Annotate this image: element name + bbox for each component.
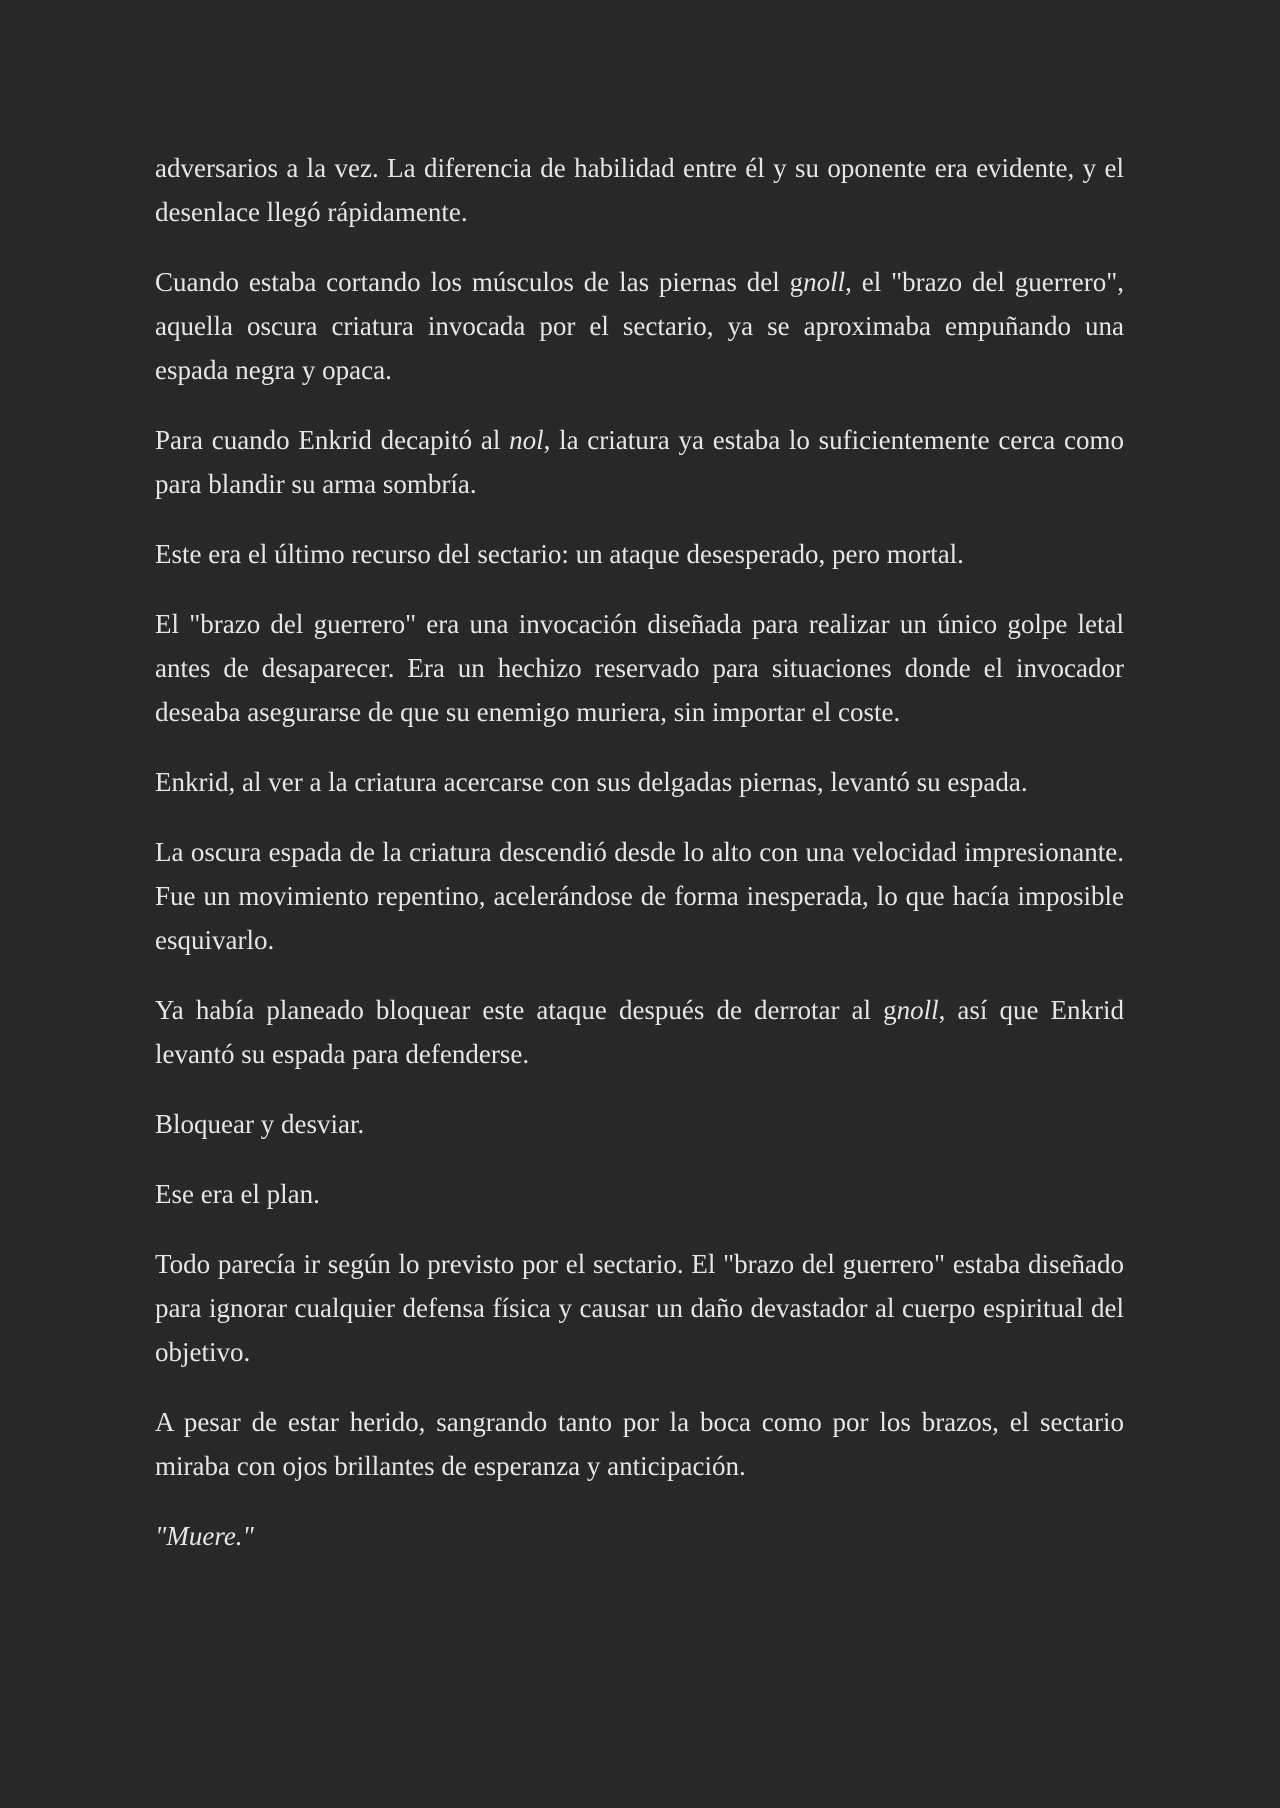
paragraph (155, 1400, 1124, 1488)
paragraph (155, 532, 1124, 576)
text-run: , así que Enkrid levantó su espada para defenderse. (155, 995, 1124, 1069)
text-run: Para cuando Enkrid decapitó al (155, 425, 510, 455)
text-run: Bloquear y desviar. (155, 1109, 365, 1139)
paragraph (155, 830, 1124, 962)
paragraph (155, 146, 1124, 234)
text-run: Este era el último recurso del sectario: un ataque desesperado, pero mortal. (155, 539, 964, 569)
text-run: Cuando estaba cortando los músculos de las piernas del g (155, 267, 804, 297)
italic-text-run: "Muere." (155, 1521, 254, 1551)
text-run: A pesar de estar herido, sangrando tanto por la boca como por los brazos, el sectario miraba con ojos brillantes de esperanza y anticipación. (155, 1407, 1124, 1481)
italic-text-run: noll (896, 995, 939, 1025)
paragraph (155, 260, 1124, 392)
text-run: La oscura espada de la criatura descendió desde lo alto con una velocidad impresionante. Fue un movimiento repentino, acelerándose de forma inesperada, lo que hacía imposible esquivarlo. (155, 837, 1124, 955)
text-run: Ese era el plan. (155, 1179, 320, 1209)
paragraph (155, 988, 1124, 1076)
chapter-text (155, 146, 1124, 1584)
text-run: , la criatura ya estaba lo suficientemente cerca como para blandir su arma sombría. (155, 425, 1124, 499)
text-run: adversarios a la vez. La diferencia de habilidad entre él y su oponente era evidente, y el desenlace llegó rápidamente. (155, 153, 1124, 227)
text-run: Todo parecía ir según lo previsto por el sectario. El "brazo del guerrero" estaba diseñado para ignorar cualquier defensa física y causar un daño devastador al cuerpo espiritual del objetivo. (155, 1249, 1124, 1367)
paragraph (155, 1514, 1124, 1558)
italic-text-run: nol (509, 425, 544, 455)
paragraph (155, 1172, 1124, 1216)
paragraph (155, 760, 1124, 804)
text-run: , el "brazo del guerrero", aquella oscura criatura invocada por el sectario, ya se aproximaba empuñando una espada negra y opaca. (155, 267, 1125, 385)
text-run: El "brazo del guerrero" era una invocación diseñada para realizar un único golpe letal antes de desaparecer. Era un hechizo reservado para situaciones donde el invocador deseaba asegurarse de que su enemigo muriera, sin importar el coste. (155, 609, 1124, 727)
paragraph (155, 418, 1124, 506)
paragraph (155, 602, 1124, 734)
italic-text-run: noll (803, 267, 846, 297)
paragraph (155, 1102, 1124, 1146)
text-run: Enkrid, al ver a la criatura acercarse con sus delgadas piernas, levantó su espada. (155, 767, 1028, 797)
paragraph (155, 1242, 1124, 1374)
text-run: Ya había planeado bloquear este ataque después de derrotar al g (155, 995, 897, 1025)
